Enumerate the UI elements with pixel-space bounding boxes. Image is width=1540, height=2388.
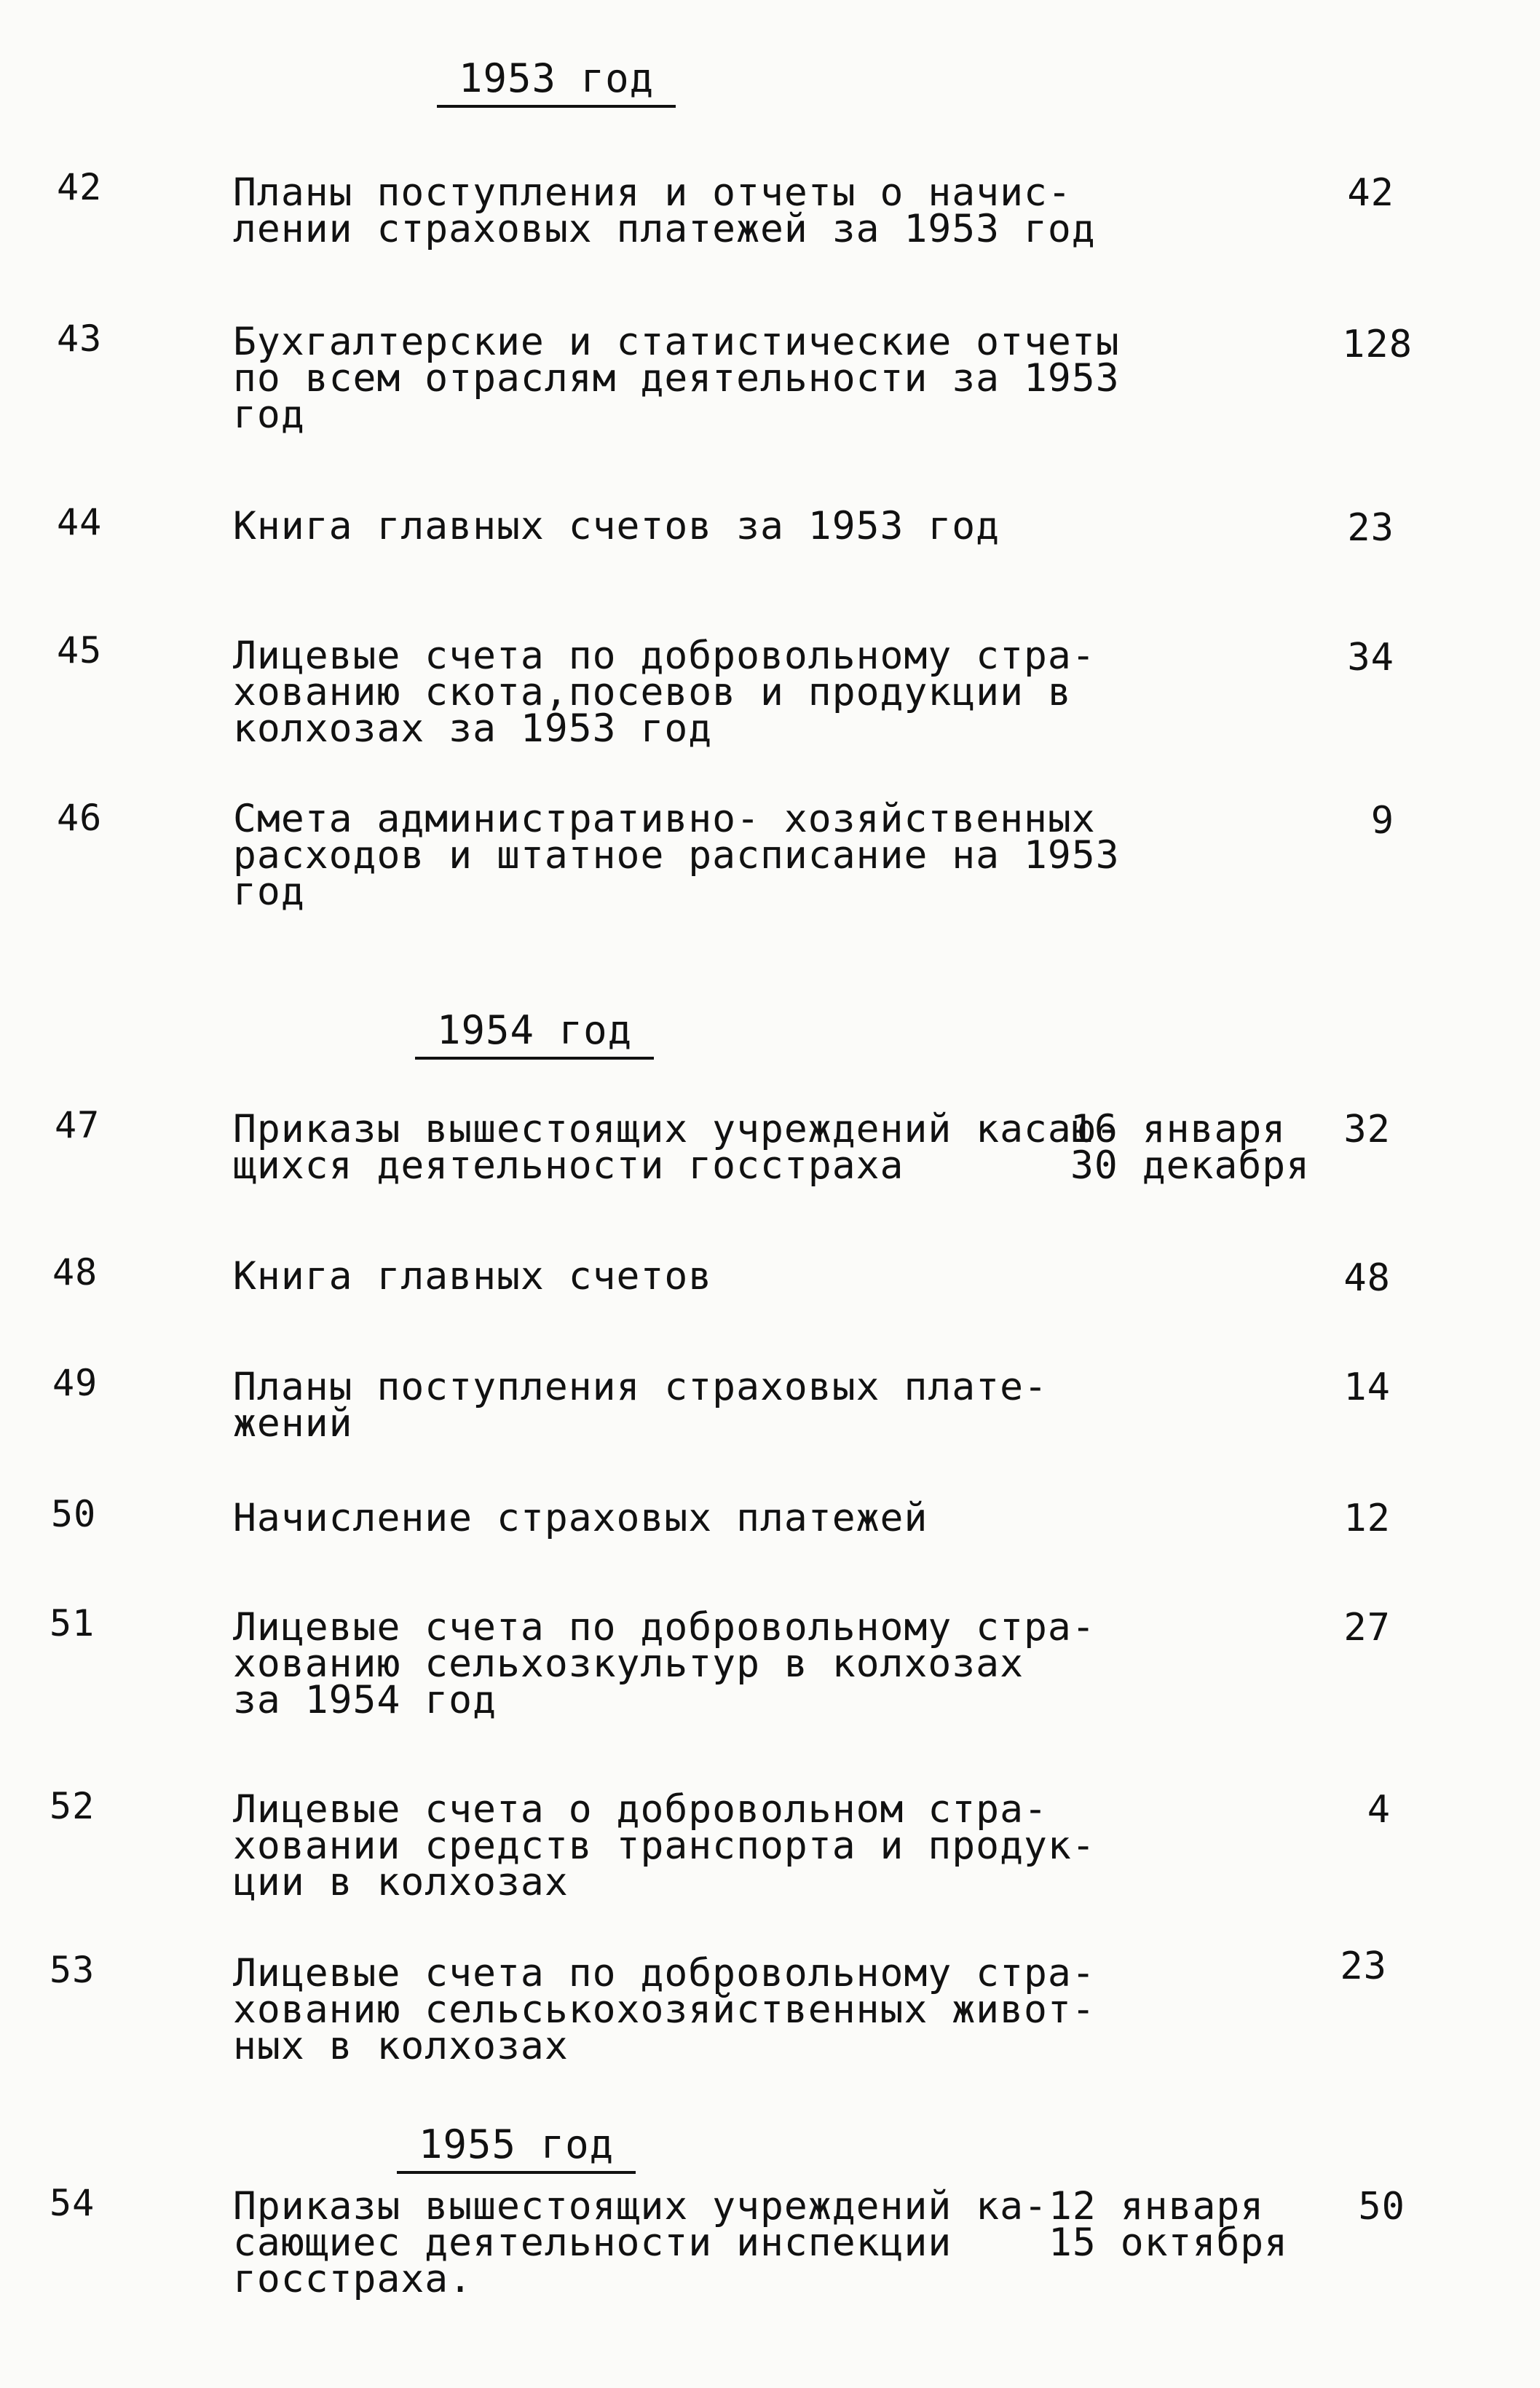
record-title: Лицевые счета по добровольному стра- хованию скота,посевов и продукции в колхозах за 1953 год (233, 634, 1096, 751)
section-heading-1954: 1954 год (415, 1009, 654, 1060)
record-title: Лицевые счета по добровольному стра- хованию сельхозкультур в колхозах за 1954 год (233, 1605, 1096, 1722)
record-title: Приказы вышестоящих учреждений касаю- щихся деятельности госстраха (233, 1107, 1120, 1188)
section-heading-1953: 1953 год (437, 57, 676, 108)
record-number: 48 (52, 1251, 98, 1293)
record-sheets: 9 (1370, 799, 1394, 843)
record-title: Книга главных счетов за 1953 год (233, 504, 1000, 548)
record-number: 51 (50, 1602, 95, 1644)
record-number: 42 (57, 166, 103, 208)
record-title: Смета административно- хозяйственных расходов и штатное расписание на 1953 год (233, 797, 1120, 914)
record-number: 47 (55, 1104, 100, 1146)
record-title: Лицевые счета по добровольному стра- хованию сельськохозяйственных живот- ных в колхозах (233, 1951, 1096, 2068)
record-sheets: 50 (1358, 2185, 1405, 2229)
record-sheets: 32 (1343, 1108, 1391, 1151)
record-number: 53 (50, 1949, 95, 1991)
record-number: 54 (50, 2182, 95, 2224)
record-title: Начисление страховых платежей (233, 1496, 928, 1540)
record-sheets: 23 (1340, 1944, 1387, 1988)
record-number: 44 (57, 501, 103, 543)
section-heading-1955: 1955 год (397, 2123, 636, 2174)
record-sheets: 12 (1343, 1497, 1391, 1540)
record-sheets: 27 (1343, 1606, 1391, 1650)
record-title: Приказы вышестоящих учреждений ка- сающиес деятельности инспекции госстраха. (233, 2184, 1048, 2301)
record-number: 46 (57, 797, 103, 839)
record-sheets: 4 (1367, 1788, 1391, 1832)
record-number: 45 (57, 629, 103, 671)
record-title: Лицевые счета о добровольном стра- ховании средств транспорта и продук- ции в колхозах (233, 1787, 1096, 1904)
record-sheets: 14 (1343, 1366, 1391, 1409)
record-title: Бухгалтерские и статистические отчеты по всем отраслям деятельности за 1953 год (233, 320, 1120, 437)
record-sheets: 42 (1347, 171, 1394, 215)
record-number: 49 (52, 1362, 98, 1404)
record-title: Планы поступления и отчеты о начис- лении страховых платежей за 1953 год (233, 170, 1096, 251)
record-number: 50 (51, 1493, 97, 1535)
record-dates: 16 января 30 декабря (1070, 1107, 1311, 1188)
record-sheets: 128 (1342, 323, 1413, 366)
record-number: 43 (57, 318, 103, 360)
record-dates: 12 января 15 октября (1049, 2184, 1289, 2265)
record-sheets: 23 (1347, 506, 1394, 550)
record-title: Книга главных счетов (233, 1254, 713, 1299)
record-sheets: 34 (1347, 636, 1394, 679)
record-number: 52 (50, 1785, 95, 1827)
record-sheets: 48 (1343, 1256, 1391, 1300)
record-title: Планы поступления страховых плате- жений (233, 1365, 1048, 1446)
